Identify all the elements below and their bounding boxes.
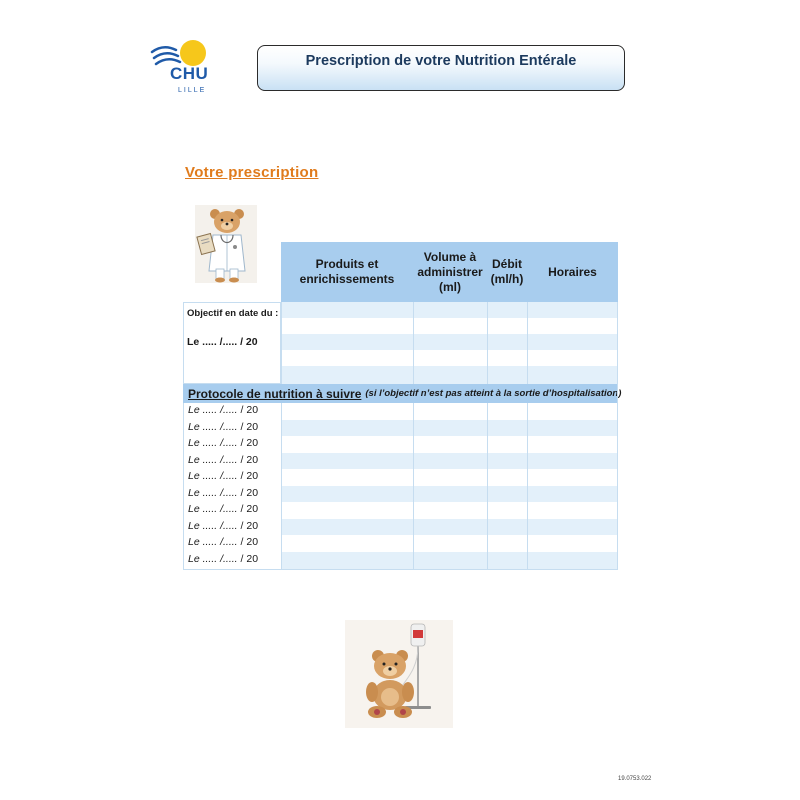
date-row[interactable]: Le ..... /..... / 20 bbox=[188, 520, 259, 532]
column-divider bbox=[281, 403, 282, 570]
date-row[interactable]: Le ..... /..... / 20 bbox=[188, 487, 259, 499]
column-divider bbox=[527, 403, 528, 570]
column-header-debit: Débit (ml/h) bbox=[490, 257, 524, 286]
column-divider bbox=[413, 302, 414, 384]
section-heading: Votre prescription bbox=[185, 164, 319, 181]
teddy-bear-iv-image bbox=[345, 620, 453, 728]
table-row[interactable] bbox=[281, 334, 618, 350]
table-row[interactable] bbox=[281, 519, 618, 535]
prescription-table bbox=[183, 242, 622, 570]
table-row[interactable] bbox=[281, 302, 618, 318]
column-header-volume: Volume à administrer (ml) bbox=[417, 249, 483, 294]
logo-city: LILLE bbox=[178, 87, 207, 94]
title-banner bbox=[257, 45, 625, 91]
table-row[interactable] bbox=[281, 502, 618, 519]
protocol-title: Protocole de nutrition à suivre bbox=[188, 386, 362, 401]
date-row[interactable]: Le ..... /..... / 20 bbox=[188, 404, 259, 416]
page-title: Prescription de votre Nutrition Entérale bbox=[305, 53, 577, 69]
date-row[interactable]: Le ..... /..... / 20 bbox=[188, 470, 259, 482]
column-divider bbox=[281, 302, 282, 384]
protocol-bar bbox=[183, 384, 622, 403]
date-row[interactable]: Le ..... /..... / 20 bbox=[188, 454, 259, 466]
date-row[interactable]: Le ..... /..... / 20 bbox=[188, 437, 259, 449]
table-row[interactable] bbox=[281, 420, 618, 436]
logo-name: CHU bbox=[170, 64, 209, 83]
protocol-note: (si l’objectif n’est pas atteint à la sortie d’hospitalisation) bbox=[365, 388, 622, 399]
column-divider bbox=[527, 302, 528, 384]
table-row[interactable] bbox=[281, 453, 618, 469]
column-header-horaires: Horaires bbox=[548, 264, 597, 279]
date-row[interactable]: Le ..... /..... / 20 bbox=[188, 503, 259, 515]
date-column bbox=[183, 403, 281, 570]
date-row[interactable]: Le ..... /..... / 20 bbox=[188, 421, 259, 433]
column-header-produits: Produits et enrichissements bbox=[299, 257, 395, 286]
table-row[interactable] bbox=[281, 318, 618, 334]
objective-label: Objectif en date du : bbox=[187, 308, 279, 319]
table-row[interactable] bbox=[281, 403, 618, 420]
table-row[interactable] bbox=[281, 350, 618, 366]
date-row[interactable]: Le ..... /..... / 20 bbox=[188, 536, 259, 548]
column-divider bbox=[487, 403, 488, 570]
objective-date: Le ..... /..... / 20 bbox=[187, 336, 258, 348]
column-divider bbox=[413, 403, 414, 570]
column-divider bbox=[487, 302, 488, 384]
table-row[interactable] bbox=[281, 535, 618, 552]
chu-lille-logo bbox=[150, 40, 212, 102]
reference-code: 19.0753.022 bbox=[618, 776, 652, 782]
table-row[interactable] bbox=[281, 469, 618, 486]
table-row[interactable] bbox=[281, 436, 618, 453]
table-row[interactable] bbox=[281, 366, 618, 384]
objective-cell[interactable] bbox=[183, 302, 281, 384]
table-row[interactable] bbox=[281, 486, 618, 502]
date-row[interactable]: Le ..... /..... / 20 bbox=[188, 553, 259, 565]
table-row[interactable] bbox=[281, 552, 618, 570]
